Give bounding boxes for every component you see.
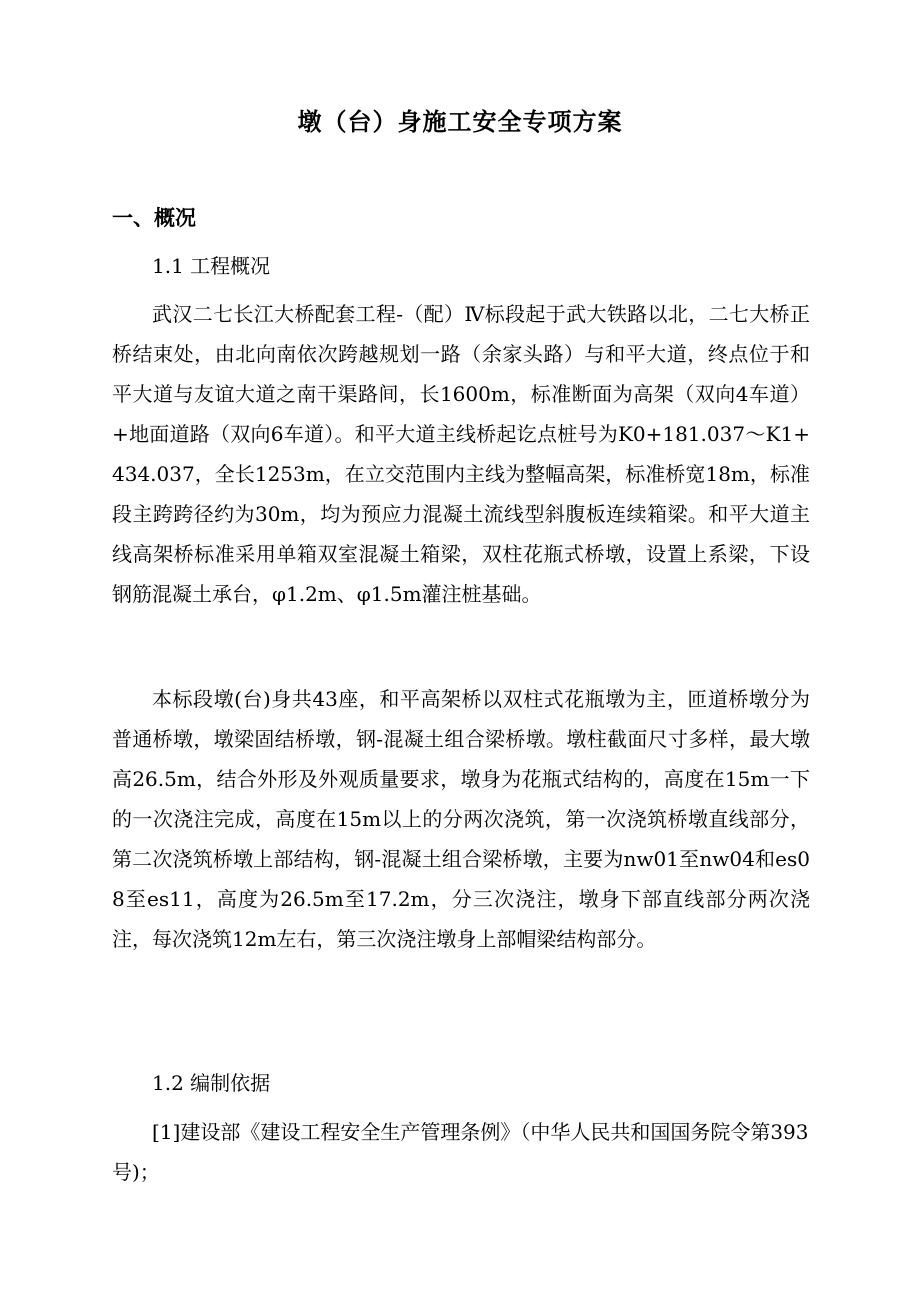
paragraph-pier-description: 本标段墩(台)身共43座，和平高架桥以双柱式花瓶墩为主，匝道桥墩分为普通桥墩，墩梁固结桥墩，钢-混凝土组合梁桥墩。墩柱截面尺寸多样，最大墩高26.5m，结合外形及外观质量要求，墩身为花瓶式结构的，高度在15m一下的一次浇注完成，高度在15m以上的分两次浇筑，第一次浇筑桥墩直线部分，第二次浇筑桥墩上部结构，钢-混凝土组合梁桥墩，主要为nw01至nw04和es08至es11，高度为26.5m至17.2m，分三次浇注，墩身下部直线部分两次浇注，每次浇筑12m左右，第三次浇注墩身上部帽梁结构部分。 (112, 687, 810, 951)
paragraph-project-description: 武汉二七长江大桥配套工程-（配）Ⅳ标段起于武大铁路以北，二七大桥正桥结束处，由北向南依次跨越规划一路（余家头路）与和平大道，终点位于和平大道与友谊大道之南干渠路间，长1600m，标准断面为高架（双向4车道）+地面道路（双向6车道）。和平大道主线桥起讫点桩号为K0+181.037～K1+434.037，全长1253m，在立交范围内主线为整幅高架，标准桥宽18m，标准段主跨跨径约为30m，均为预应力混凝土流线型斜腹板连续箱梁。和平大道主线高架桥标准采用单箱双室混凝土箱梁，双柱花瓶式桥墩，设置上系梁，下设钢筋混凝土承台，φ1.2m、φ1.5m灌注桩基础。 (112, 302, 810, 606)
subsection-heading-compilation-basis: 1.2 编制依据 (152, 1071, 271, 1095)
subsection-heading-project-overview: 1.1 工程概况 (152, 254, 271, 278)
reference-item: [1]建设部《建设工程安全生产管理条例》（中华人民共和国国务院令第393 号)； (112, 1120, 809, 1184)
document-title: 墩（台）身施工安全专项方案 (297, 107, 623, 136)
section-heading-overview: 一、概况 (112, 205, 196, 230)
